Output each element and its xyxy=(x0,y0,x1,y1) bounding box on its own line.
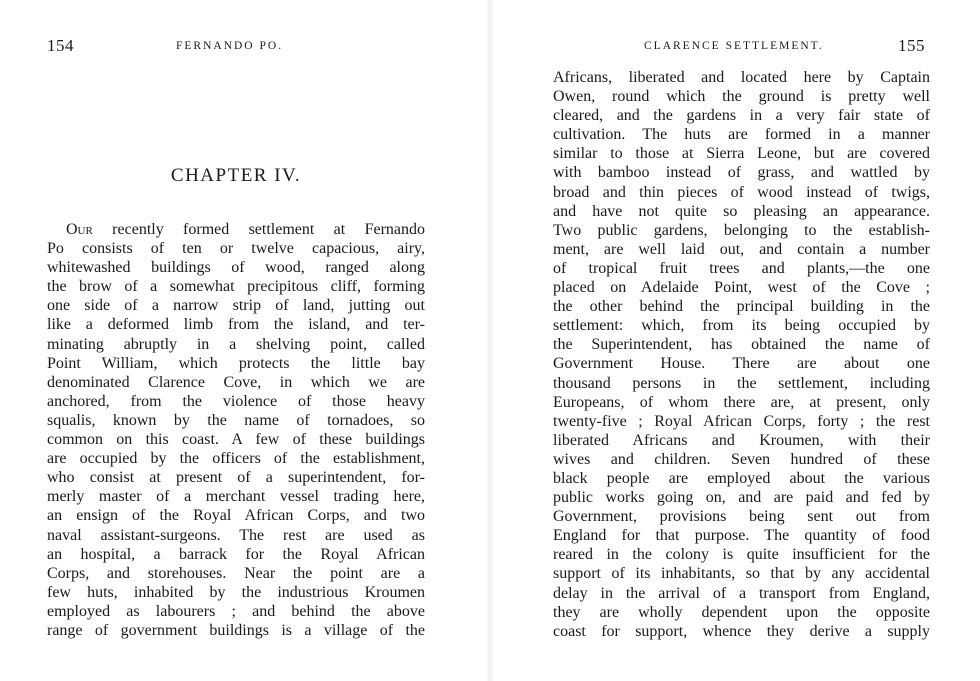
left-page-body xyxy=(47,220,425,640)
text-line: Two public gardens, belonging to the establish- xyxy=(553,221,930,239)
text-line: broad and thin pieces of wood instead of twigs, xyxy=(553,183,930,201)
text-line: employed as labourers ; and behind the above xyxy=(47,602,425,620)
right-page-body xyxy=(553,68,930,641)
right-page-number: 155 xyxy=(898,36,925,55)
text-line: delay in the arrival of a transport from England, xyxy=(553,584,930,602)
text-line: the brow of a somewhat precipitous cliff, forming xyxy=(47,278,425,296)
text-line: the other behind the principal building in the xyxy=(553,298,930,316)
text-line: Europeans, of whom there are, at present, only xyxy=(553,393,930,411)
text-line: liberated Africans and Kroumen, with their xyxy=(553,431,930,449)
text-line: settlement: which, from its being occupied by xyxy=(553,317,930,335)
text-line: placed on Adelaide Point, west of the Cove ; xyxy=(553,279,930,297)
text-line: the Superintendent, has obtained the name of xyxy=(553,336,930,354)
text-line: few huts, inhabited by the industrious Kroumen xyxy=(47,583,425,601)
text-line: cleared, and the gardens in a very fair state of xyxy=(553,107,930,125)
text-line: minating abruptly in a shelving point, called xyxy=(47,335,425,353)
text-line: whitewashed buildings of wood, ranged along xyxy=(47,259,425,277)
text-line: they are wholly dependent upon the opposite xyxy=(553,603,930,621)
text-line: squalis, known by the name of tornadoes, so xyxy=(47,411,425,429)
right-page xyxy=(490,0,980,681)
text-line: anchored, from the violence of those heavy xyxy=(47,392,425,410)
right-running-head: CLARENCE SETTLEMENT. xyxy=(644,40,824,52)
text-line: public works going on, and are paid and fed by xyxy=(553,489,930,507)
text-line: Corps, and storehouses. Near the point are a xyxy=(47,564,425,582)
left-page-number: 154 xyxy=(47,36,74,55)
chapter-title: CHAPTER IV. xyxy=(170,165,302,186)
text-line: denominated Clarence Cove, in which we are xyxy=(47,373,425,391)
text-line: and have not quite so pleasing an appearance. xyxy=(553,202,930,220)
text-line: an hospital, a barrack for the Royal African xyxy=(47,545,425,563)
text-line: twenty-five ; Royal African Corps, forty ; the rest xyxy=(553,412,930,430)
text-line: Government, provisions being sent out from xyxy=(553,508,930,526)
text-line: coast for support, whence they derive a supply xyxy=(553,622,930,640)
text-line: wives and children. Seven hundred of these xyxy=(553,450,930,468)
text-line: with bamboo instead of grass, and wattled by xyxy=(553,164,930,182)
text-line: Owen, round which the ground is pretty well xyxy=(553,88,930,106)
text-line xyxy=(47,220,425,239)
text-line: support of its inhabitants, so that by any accidental xyxy=(553,565,930,583)
text-line: Government House. There are about one xyxy=(553,355,930,373)
text-line: who consist at present of a superintendent, for- xyxy=(47,469,425,487)
text-line: naval assistant-surgeons. The rest are used as xyxy=(47,526,425,544)
text-line: an ensign of the Royal African Corps, and two xyxy=(47,507,425,525)
text-line: similar to those at Sierra Leone, but are covered xyxy=(553,145,930,163)
text-line: Point William, which protects the little bay xyxy=(47,354,425,372)
text-line: ment, are well laid out, and contain a number xyxy=(553,240,930,258)
text-line: Po consists of ten or twelve capacious, airy, xyxy=(47,240,425,258)
text-line: like a deformed limb from the island, and ter- xyxy=(47,316,425,334)
text-line: cultivation. The huts are formed in a manner xyxy=(553,126,930,144)
text-line: reared in the colony is quite insufficient for the xyxy=(553,546,930,564)
text-line: merly master of a merchant vessel trading here, xyxy=(47,488,425,506)
text-line-rest: recently formed settlement at Fernando xyxy=(92,221,425,238)
text-line: thousand persons in the settlement, including xyxy=(553,374,930,392)
text-line: England for that purpose. The quantity of food xyxy=(553,527,930,545)
text-line: are occupied by the officers of the establishment, xyxy=(47,450,425,468)
opening-word: Our xyxy=(66,221,93,238)
text-line: black people are employed about the various xyxy=(553,469,930,487)
left-running-head: FERNANDO PO. xyxy=(176,40,284,52)
text-line: Africans, liberated and located here by Captain xyxy=(553,69,930,86)
text-line: one side of a narrow strip of land, jutting out xyxy=(47,297,425,315)
text-line: range of government buildings is a village of the xyxy=(47,621,425,639)
text-line: common on this coast. A few of these buildings xyxy=(47,431,425,449)
text-line: of tropical fruit trees and plants,—the one xyxy=(553,259,930,277)
